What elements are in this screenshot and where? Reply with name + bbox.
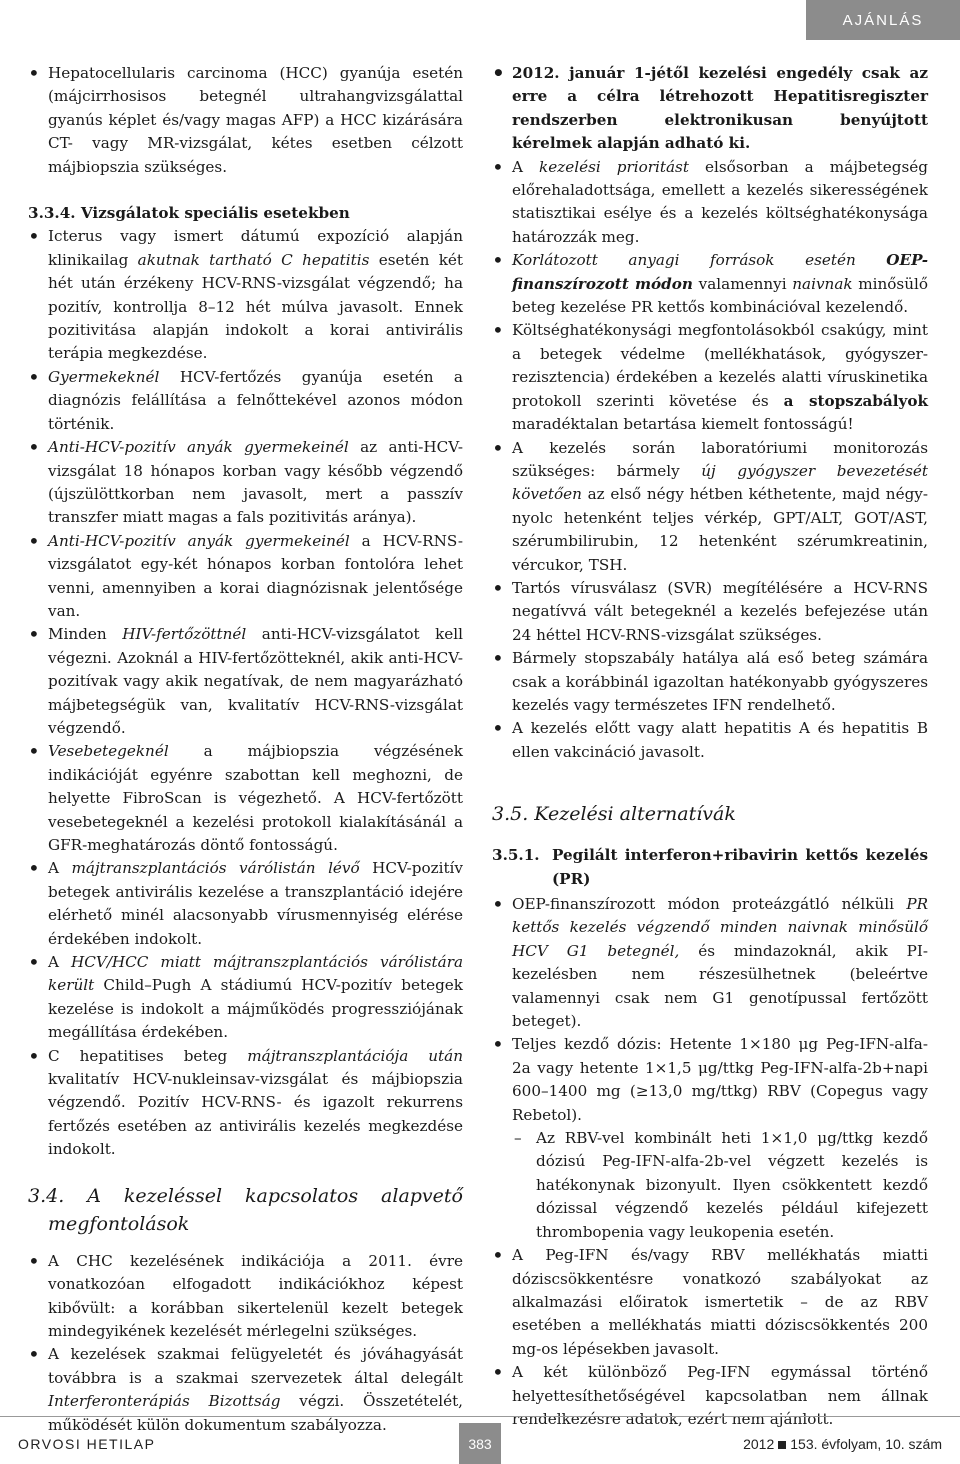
section-heading-3-3-4: 3.3.4. Vizsgálatok speciális esetekben	[28, 204, 350, 223]
list-item: • Tartós vírusválasz (SVR) megítélésére a HCV-RNS negatívvá vált betegeknél a kezelés befejezése után 24 héttel HCV-RNS-vizsgálat szükséges.	[492, 577, 928, 647]
page-number: 383	[459, 1423, 501, 1464]
list-item: • Minden HIV-fertőzöttnél anti-HCV-vizsgálatot kell végezni. Azoknál a HIV-fertőzötteknél, akik anti-HCV-pozitívak vagy akik negatívak, de nem magyarázható májbetegségük van, kvalitatív HCV-RNS-vizsgálat végzendő.	[28, 623, 463, 740]
dash-item: – Az RBV-vel kombinált heti 1×1,0 μg/ttkg kezdő dózisú Peg-IFN-alfa-2b-vel végzett kezelés is hatékonynak bizonyult. Ilyen csökkentett kezdő dózissal végzendő kezelés például kifejezett thrombopenia vagy leukopenia esetén.	[492, 1127, 928, 1244]
right-column	[492, 62, 928, 1431]
list-item: • A kezelés előtt vagy alatt hepatitis A és hepatitis B ellen vakcináció javasolt.	[492, 717, 928, 764]
page-footer	[0, 1416, 960, 1464]
issue-info: 2012 153. évfolyam, 10. szám	[743, 1436, 942, 1452]
left-column	[28, 62, 463, 1437]
list-item: • A kezelési prioritást elsősorban a májbetegség előrehaladottsága, emellett a kezelés sikerességének statisztikai esélye és a kezelés költséghatékonysága határozzák meg.	[492, 156, 928, 250]
list-item: • 2012. január 1-jétől kezelési engedély csak az erre a célra létrehozott Hepatitisregiszter rendszerben elektronikusan benyújtott kérelmek alapján adható ki.	[492, 62, 928, 156]
list-item: • A kezelések szakmai felügyeletét és jóváhagyását továbbra is a szakmai szervezetek által delegált Interferonterápiás Bizottság végzi. Összetételét, működését külön dokumentum szabályozza.	[28, 1343, 463, 1437]
list-item: • A két különböző Peg-IFN egymással történő helyettesíthetőségével kapcsolatban nem állnak rendelkezésre adatok, ezért nem ajánlott.	[492, 1361, 928, 1431]
list-item: • A kezelés során laboratóriumi monitorozás szükséges: bármely új gyógyszer bevezetését követően az első négy hétben kéthetente, majd négy-nyolc hetenként teljes vérkép, GPT/ALT, GOT/AST, szérumbilirubin, 12 hetenként szérumkreatinin, vércukor, TSH.	[492, 437, 928, 577]
section-tab	[806, 0, 960, 40]
section-heading-3-4: 3.4. A kezeléssel kapcsolatos alapvető megfontolások	[28, 1184, 463, 1235]
list-item: • Költséghatékonysági megfontolásokból csakúgy, mint a betegek védelme (mellékhatások, gyógyszer-rezisztencia) érdekében a kezelés alatti víruskinetika protokoll szerinti követése és a stopszabályok maradéktalan betartása kiemelt fontosságú!	[492, 319, 928, 436]
list-item: • OEP-finanszírozott módon proteázgátló nélküli PR kettős kezelés végzendő minden naivnak minősülő HCV G1 betegnél, és mindazoknál, akik PI-kezelésben nem részesülhetnek (beleértve valamennyi csak nem G1 genotípussal fertőzött beteget).	[492, 893, 928, 1033]
list-item: • A CHC kezelésének indikációja a 2011. évre vonatkozóan elfogadott indikációkhoz képest kibővült: a korábban sikertelenül kezelt betegek mindegyikének kezelését mérlegelni szükséges.	[28, 1250, 463, 1344]
list-item: • Gyermekeknél HCV-fertőzés gyanúja esetén a diagnózis felállítása a felnőttekével azonos módon történik.	[28, 366, 463, 436]
list-item: • Bármely stopszabály hatálya alá eső beteg számára csak a korábbinál igazoltan hatékonyabb gyógyszeres kezelés vagy természetes IFN rendelhető.	[492, 647, 928, 717]
section-heading-3-5-1: 3.5.1. Pegilált interferon+ribavirin kettős kezelés (PR)	[492, 846, 928, 888]
list-item: • A májtranszplantációs várólistán lévő HCV-pozitív betegek antivirális kezelése a transzplantáció idejére elérhető minél alacsonyabb vírusmennyiség elérése érdekében indokolt.	[28, 857, 463, 951]
list-item: • Icterus vagy ismert dátumú expozíció alapján klinikailag akutnak tartható C hepatitis esetén két hét után érzékeny HCV-RNS-vizsgálat végzendő; ha pozitív, kontrollja 8–12 hét múlva javasolt. Ennek pozitivitása alapján indokolt a korai antivirális terápia megkezdése.	[28, 225, 463, 365]
section-heading-3-5: 3.5. Kezelési alternatívák	[492, 803, 736, 826]
list-item: • Teljes kezdő dózis: Hetente 1×180 μg Peg-IFN-alfa-2a vagy hetente 1×1,5 μg/ttkg Peg-IFN-alfa-2b+napi 600–1400 mg (≥13,0 mg/ttkg) RBV (Copegus vagy Rebetol).	[492, 1033, 928, 1127]
list-item: • A Peg-IFN és/vagy RBV mellékhatás miatti dóziscsökkentésre vonatkozó szabályokat az alkalmazási előiratok ismertetik – de az RBV esetében a mellékhatás miatti dóziscsökkentés 200 mg-os lépésekben javasolt.	[492, 1244, 928, 1361]
list-item: • Anti-HCV-pozitív anyák gyermekeinél az anti-HCV-vizsgálat 18 hónapos korban vagy később végzendő (újszülöttkorban nem javasolt, mert a passzív transzfer miatt magas a fals pozitivitás aránya).	[28, 436, 463, 530]
square-separator-icon	[778, 1441, 786, 1449]
list-item: • Anti-HCV-pozitív anyák gyermekeinél a HCV-RNS-vizsgálatot egy-két hónapos korban fontolóra lehet venni, amennyiben a korai diagnózisnak jelentősége van.	[28, 530, 463, 624]
list-item: • Vesebetegeknél a májbiopszia végzésének indikációját egyénre szabottan kell meghozni, de helyette FibroScan is végezhető. A HCV-fertőzött vesebetegeknél a kezelési protokoll kialakításánál a GFR-meghatározás döntő fontosságú.	[28, 740, 463, 857]
list-item: • Hepatocellularis carcinoma (HCC) gyanúja esetén (májcirrhosisos betegnél ultrahangvizsgálattal gyanús képlet és/vagy magas AFP) a HCC kizárására CT- vagy MR-vizsgálat, kétes esetben célzott májbiopszia szükséges.	[28, 62, 463, 179]
list-item: • C hepatitises beteg májtranszplantációja után kvalitatív HCV-nukleinsav-vizsgálat és májbiopszia végzendő. Pozitív HCV-RNS- és igazolt rekurrens fertőzés esetében az antivirális kezelés megkezdése indokolt.	[28, 1045, 463, 1162]
list-item: • A HCV/HCC miatt májtranszplantációs várólistára került Child–Pugh A stádiumú HCV-pozitív betegek kezelése is indokolt a májműködés progressziójának megállítása érdekében.	[28, 951, 463, 1045]
journal-name: ORVOSI HETILAP	[18, 1436, 156, 1452]
section-tab-label: AJÁNLÁS	[842, 11, 924, 29]
list-item: • Korlátozott anyagi források esetén OEP-finanszírozott módon valamennyi naivnak minősülő beteg kezelése PR kettős kombinációval kezelendő.	[492, 249, 928, 319]
footer-divider	[0, 1416, 960, 1417]
